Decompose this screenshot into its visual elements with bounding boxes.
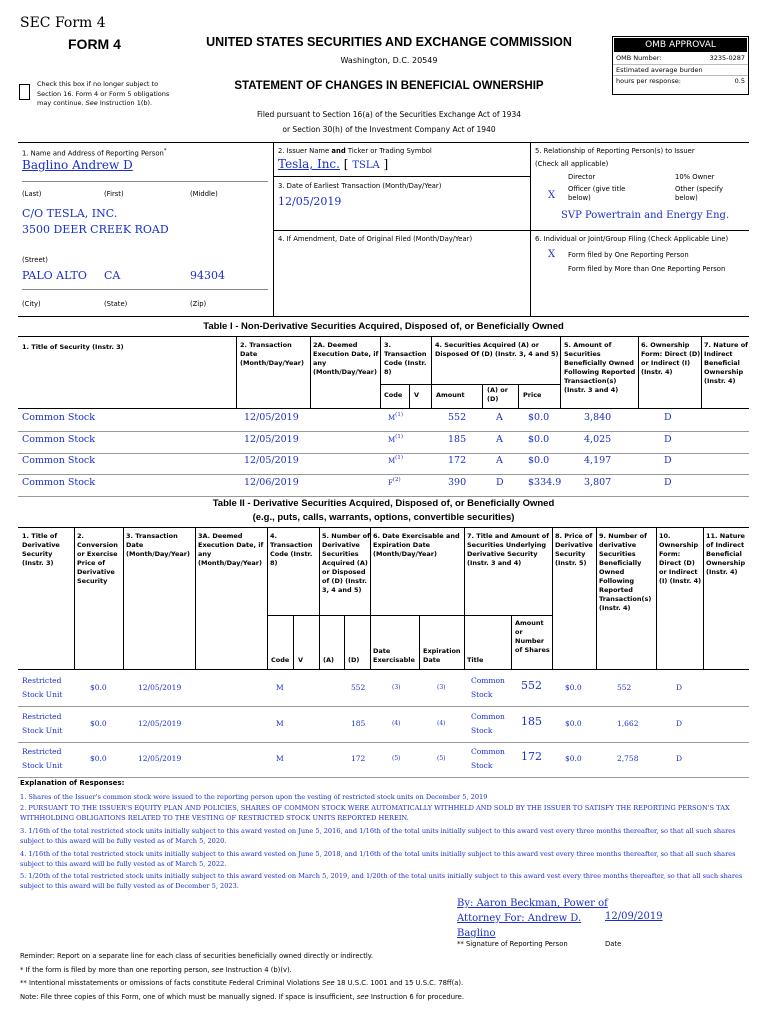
box1-label: 1. Name and Address of Reporting Person*: [22, 148, 167, 158]
t1-cell-owned: 3,807: [584, 476, 612, 488]
box2-label: 2. Issuer Name and Ticker or Trading Symbol: [278, 147, 432, 155]
t1-cell-date: 12/05/2019: [244, 412, 299, 423]
director-label: Director: [568, 173, 596, 181]
form-number: FORM 4: [68, 36, 121, 52]
footnote-3: 3. 1/16th of the total restricted stock units initially subject to this award vested on June 5, 2016, and 1/16th of the total units initially subject to this award vest every three months thereafter, so that all such shares subject to this award will be fully vested as of March 5, 2020.: [20, 827, 736, 845]
other-label: Other (specify below): [675, 185, 724, 202]
omb-hours-row: hours per response: 0.5: [613, 75, 748, 86]
officer-label: Officer (give title below): [568, 185, 626, 202]
t1-cell-amount: 185: [448, 433, 467, 445]
t2-col10-header: 10. Ownership Form: Direct (D) or Indirect (I) (Instr. 4): [659, 532, 702, 585]
t2-title-header: Title: [467, 656, 484, 664]
t2-cell-sec: Common Stock: [471, 711, 505, 735]
checkbox-note: Check this box if no longer subject to Section 16. Form 4 or Form 5 obligations may continue. See Instruction 1(b).: [37, 80, 170, 107]
t1-cell-amount: 172: [448, 455, 467, 466]
t2-cell-code: M: [276, 718, 284, 728]
omb-number-row: OMB Number: 3235-0287: [616, 54, 745, 62]
signature-block: By: Aaron Beckman, Power of Attorney For: Andrew D. Baglino: [457, 898, 608, 939]
state-label: (State): [104, 300, 128, 308]
one-person-check-mark: X: [548, 249, 556, 260]
t2-cell-amt: 185: [521, 714, 542, 728]
more-persons-label: Form filed by More than One Reporting Person: [568, 265, 726, 273]
t2-col2-header: 2. Conversion or Exercise Price of Derivative Security: [77, 532, 118, 585]
t2-cell-form: D: [676, 718, 683, 728]
omb-burden-row: Estimated average burden: [613, 64, 748, 75]
t1-cell-ad: A: [496, 455, 503, 466]
t1-cell-price: $0.0: [528, 412, 550, 423]
agency-address: Washington, D.C. 20549: [340, 56, 438, 65]
t1-cell-title: Common Stock: [22, 455, 95, 466]
state-value: CA: [104, 269, 121, 282]
box5-label: 5. Relationship of Reporting Person(s) to Issuer: [535, 147, 695, 155]
t2-col3a-header: 3A. Deemed Execution Date, if any (Month/Day/Year): [198, 532, 264, 567]
filed-pursuant-line-2: or Section 30(h) of the Investment Company Act of 1940: [282, 125, 496, 134]
t2-cell-sec: Common Stock: [471, 747, 505, 770]
t2-cell-owned: 1,662: [617, 718, 639, 728]
footnote-4: 4. 1/16th of the total restricted stock units initially subject to this award vested on June 5, 2018, and 1/16th of the total units initially subject to this award vest every three months thereafter, so that all such shares subject to this award will be fully vested as of March 5, 2022.: [20, 850, 736, 868]
agency-title: UNITED STATES SECURITIES AND EXCHANGE COMMISSION: [206, 35, 572, 49]
t2-cell-price: $0.0: [90, 718, 107, 728]
t1-cell-ad: A: [496, 433, 503, 445]
t1-cell-title: Common Stock: [22, 433, 95, 445]
t2-cell-title: Restricted Stock Unit: [22, 711, 63, 735]
t2-col6-header: 6. Date Exercisable and Expiration Date (Month/Day/Year): [373, 532, 460, 558]
city-value: PALO ALTO: [22, 269, 87, 282]
t2-col11-header: 11. Nature of Indirect Beneficial Ownership (Instr. 4): [706, 532, 746, 576]
first-label: (First): [104, 190, 124, 198]
t2-cell-code: M: [276, 754, 284, 763]
t2-cell-form: D: [676, 754, 683, 763]
t1-cell-title: Common Stock: [22, 412, 95, 423]
reporting-person-name[interactable]: Baglino Andrew D: [22, 158, 133, 172]
t1-cell-amount: 552: [448, 412, 467, 423]
t2-cell-amt: 552: [521, 679, 542, 692]
t1-code-header: Code: [384, 391, 403, 399]
t1-cell-ad: D: [496, 476, 504, 488]
t1-cell-code: $M^{(1)}$: [388, 455, 403, 466]
t1-cell-ad: A: [496, 412, 503, 423]
t1-cell-owned: 3,840: [584, 412, 612, 423]
t2-code-header: Code: [271, 656, 290, 664]
t2-cell-amt: 172: [521, 750, 542, 763]
t2-d-header: (D): [348, 656, 360, 664]
t1-cell-price: $0.0: [528, 455, 550, 466]
zip-label: (Zip): [190, 300, 207, 308]
t2-cell-title: Restricted Stock Unit: [22, 747, 63, 770]
t2-cell-owned: 2,758: [617, 754, 639, 763]
t2-cell-code: M: [276, 683, 284, 692]
middle-label: (Middle): [190, 190, 218, 198]
officer-title: SVP Powertrain and Energy Eng.: [561, 210, 730, 221]
t1-cell-form: D: [664, 412, 672, 423]
signature-label: ** Signature of Reporting Person: [457, 940, 568, 948]
sec-form-label: SEC Form 4: [20, 15, 106, 31]
t1-price-header: Price: [523, 391, 542, 399]
t2-cell-p8: $0.0: [565, 754, 582, 763]
t1-cell-form: D: [664, 433, 672, 445]
t1-col4-header: 4. Securities Acquired (A) or Disposed Of (D) (Instr. 3, 4 and 5): [435, 341, 559, 358]
t1-cell-date: 12/05/2019: [244, 433, 299, 445]
signature-date-label: Date: [605, 940, 622, 948]
t2-exercisable-header: Date Exercisable: [373, 647, 415, 664]
t2-col8-header: 8. Price of Derivative Security (Instr. 5): [555, 532, 593, 567]
t2-cell-price: $0.0: [90, 754, 107, 763]
t2-cell-sec: Common Stock: [471, 676, 505, 699]
earliest-transaction-date: 12/05/2019: [278, 195, 342, 208]
t2-cell-title: Restricted Stock Unit: [22, 676, 63, 699]
city-label: (City): [22, 300, 41, 308]
street-label: (Street): [22, 256, 48, 264]
t1-col7-header: 7. Nature of Indirect Beneficial Ownership (Instr. 4): [704, 341, 748, 385]
t2-cell-d: 185: [351, 718, 366, 728]
t1-col6-header: 6. Ownership Form: Direct (D) or Indirect (I) (Instr. 4): [641, 341, 701, 376]
t1-col3-header: 3. Transaction Code (Instr. 8): [384, 341, 427, 376]
t2-cell-owned: 552: [617, 683, 632, 692]
t2-cell-ex: (4): [392, 719, 401, 727]
t1-cell-code: $M^{(1)}$: [388, 412, 403, 423]
box3-label: 3. Date of Earliest Transaction (Month/Day/Year): [278, 182, 442, 190]
t1-col5-header: 5. Amount of Securities Beneficially Owned Following Reported Transaction(s) (Instr. 3 and 4): [564, 341, 636, 394]
t1-cell-owned: 4,197: [584, 455, 612, 466]
t2-v-header: V: [298, 656, 304, 664]
t2-cell-date: 12/05/2019: [138, 754, 182, 763]
address-line-2: 3500 DEER CREEK ROAD: [22, 223, 169, 236]
t2-expiration-header: Expiration Date: [423, 647, 461, 664]
t1-cell-title: Common Stock: [22, 476, 95, 488]
t2-col5-header: 5. Number of Derivative Securities Acquired (A) or Disposed of (D) (Instr. 3, 4 and 5): [322, 532, 370, 594]
signature-date: 12/09/2019: [605, 911, 663, 922]
table2-subtitle: (e.g., puts, calls, warrants, options, convertible securities): [252, 512, 515, 523]
t1-cell-amount: 390: [448, 476, 467, 488]
address-line-1: C/O TESLA, INC.: [22, 207, 118, 220]
omb-approval-box: [612, 36, 749, 95]
t1-cell-code: $M^{(1)}$: [388, 433, 403, 444]
t1-amount-header: Amount: [436, 391, 465, 399]
t2-cell-exp: (5): [437, 755, 446, 762]
t2-cell-ex: (3): [392, 684, 401, 691]
t1-cell-date: 12/06/2019: [244, 476, 299, 488]
no-longer-subject-checkbox[interactable]: [19, 84, 30, 100]
table2-title: Table II - Derivative Securities Acquired, Disposed of, or Beneficially Owned: [212, 498, 555, 509]
t2-cell-exp: (3): [437, 684, 446, 691]
t2-col4-header: 4. Transaction Code (Instr. 8): [270, 532, 313, 567]
reminder-text: Reminder: Report on a separate line for each class of securities beneficially owned directly or indirectly.: [20, 952, 374, 960]
t1-cell-form: D: [664, 476, 672, 488]
footnote-1: 1. Shares of the Issuer's common stock were issued to the reporting person upon the vesting of restricted stock units on December 5, 2019: [20, 793, 488, 801]
check-all-applicable: (Check all applicable): [535, 160, 609, 168]
t2-cell-d: 552: [351, 683, 366, 692]
t1-cell-date: 12/05/2019: [244, 455, 299, 466]
box6-label: 6. Individual or Joint/Group Filing (Check Applicable Line): [535, 235, 729, 243]
t2-cell-d: 172: [351, 754, 366, 763]
t2-amount-header: Amount or Number of Shares: [515, 619, 550, 654]
t2-cell-ex: (5): [392, 755, 401, 762]
t2-cell-price: $0.0: [90, 683, 107, 692]
footnote-5: 5. 1/20th of the total restricted stock units initially subject to this award vested on March 5, 2019, and 1/20th of the total units initially subject to this award vest every three months thereafter, so that all such shares subject to this award will be fully vested as of December 5, 2023.: [20, 872, 743, 890]
t1-cell-price: $0.0: [528, 433, 550, 445]
t1-cell-owned: 4,025: [584, 433, 612, 445]
t2-col3-header: 3. Transaction Date (Month/Day/Year): [126, 532, 190, 558]
star-note: * If the form is filed by more than one reporting person, see Instruction 4 (b)(v).: [20, 966, 292, 974]
t2-cell-date: 12/05/2019: [138, 683, 182, 692]
t2-cell-p8: $0.0: [565, 683, 582, 692]
one-person-label: Form filed by One Reporting Person: [568, 251, 689, 259]
zip-value: 94304: [190, 269, 225, 282]
t2-cell-exp: (4): [437, 719, 446, 727]
t2-cell-date: 12/05/2019: [138, 718, 182, 728]
t2-col7-header: 7. Title and Amount of Securities Underlying Derivative Security (Instr. 3 and 4): [467, 532, 550, 567]
t1-col1-header: 1. Title of Security (Instr. 3): [22, 343, 124, 351]
table1-title: Table I - Non-Derivative Securities Acquired, Disposed of, or Beneficially Owned: [203, 321, 564, 332]
ten-percent-owner-label: 10% Owner: [675, 173, 715, 181]
t1-aord-header: (A) or (D): [487, 386, 508, 403]
t1-col2a-header: 2A. Deemed Execution Date, if any (Month/Day/Year): [313, 341, 379, 376]
issuer-name[interactable]: Tesla, Inc. [ TSLA ]: [278, 157, 389, 171]
double-star-note: ** Intentional misstatements or omissions of facts constitute Federal Criminal Violations See 18 U.S.C. 1001 and 15 U.S.C. 78ff(a).: [20, 979, 464, 987]
explanation-title: Explanation of Responses:: [20, 779, 125, 787]
officer-check-mark: X: [548, 190, 556, 201]
filed-pursuant-line-1: Filed pursuant to Section 16(a) of the Securities Exchange Act of 1934: [257, 110, 521, 119]
t1-cell-form: D: [664, 455, 672, 466]
t1-col2-header: 2. Transaction Date (Month/Day/Year): [240, 341, 304, 367]
statement-title: STATEMENT OF CHANGES IN BENEFICIAL OWNERSHIP: [234, 80, 544, 92]
t1-cell-code: $F^{(2)}$: [388, 476, 401, 487]
t2-a-header: (A): [323, 656, 334, 664]
t2-col1-header: 1. Title of Derivative Security (Instr. 3): [22, 532, 60, 567]
box4-label: 4. If Amendment, Date of Original Filed (Month/Day/Year): [278, 235, 473, 243]
last-label: (Last): [22, 190, 42, 198]
t2-cell-p8: $0.0: [565, 718, 582, 728]
t2-col9-header: 9. Number of derivative Securities Beneficially Owned Following Reported Transaction(s) (Instr. 4): [599, 532, 652, 612]
omb-title: OMB APPROVAL: [614, 38, 747, 52]
file-copies-note: Note: File three copies of this Form, one of which must be manually signed. If space is insufficient, see Instruction 6 for procedure.: [20, 993, 464, 1001]
t2-cell-form: D: [676, 683, 683, 692]
t1-cell-price: $334.9: [528, 476, 562, 488]
t1-v-header: V: [414, 391, 420, 399]
footnote-2: 2. PURSUANT TO THE ISSUER'S EQUITY PLAN AND POLICIES, SHARES OF COMMON STOCK WERE AUTOMATICALLY WITHHELD AND SOLD BY THE ISSUER TO SATISFY THE REPORTING PERSON'S TAX WITHHOLDING OBLIGATIONS RELATED TO THE VESTING OF RESTRICTED STOCK UNITS REPORTED HEREIN.: [20, 804, 730, 822]
